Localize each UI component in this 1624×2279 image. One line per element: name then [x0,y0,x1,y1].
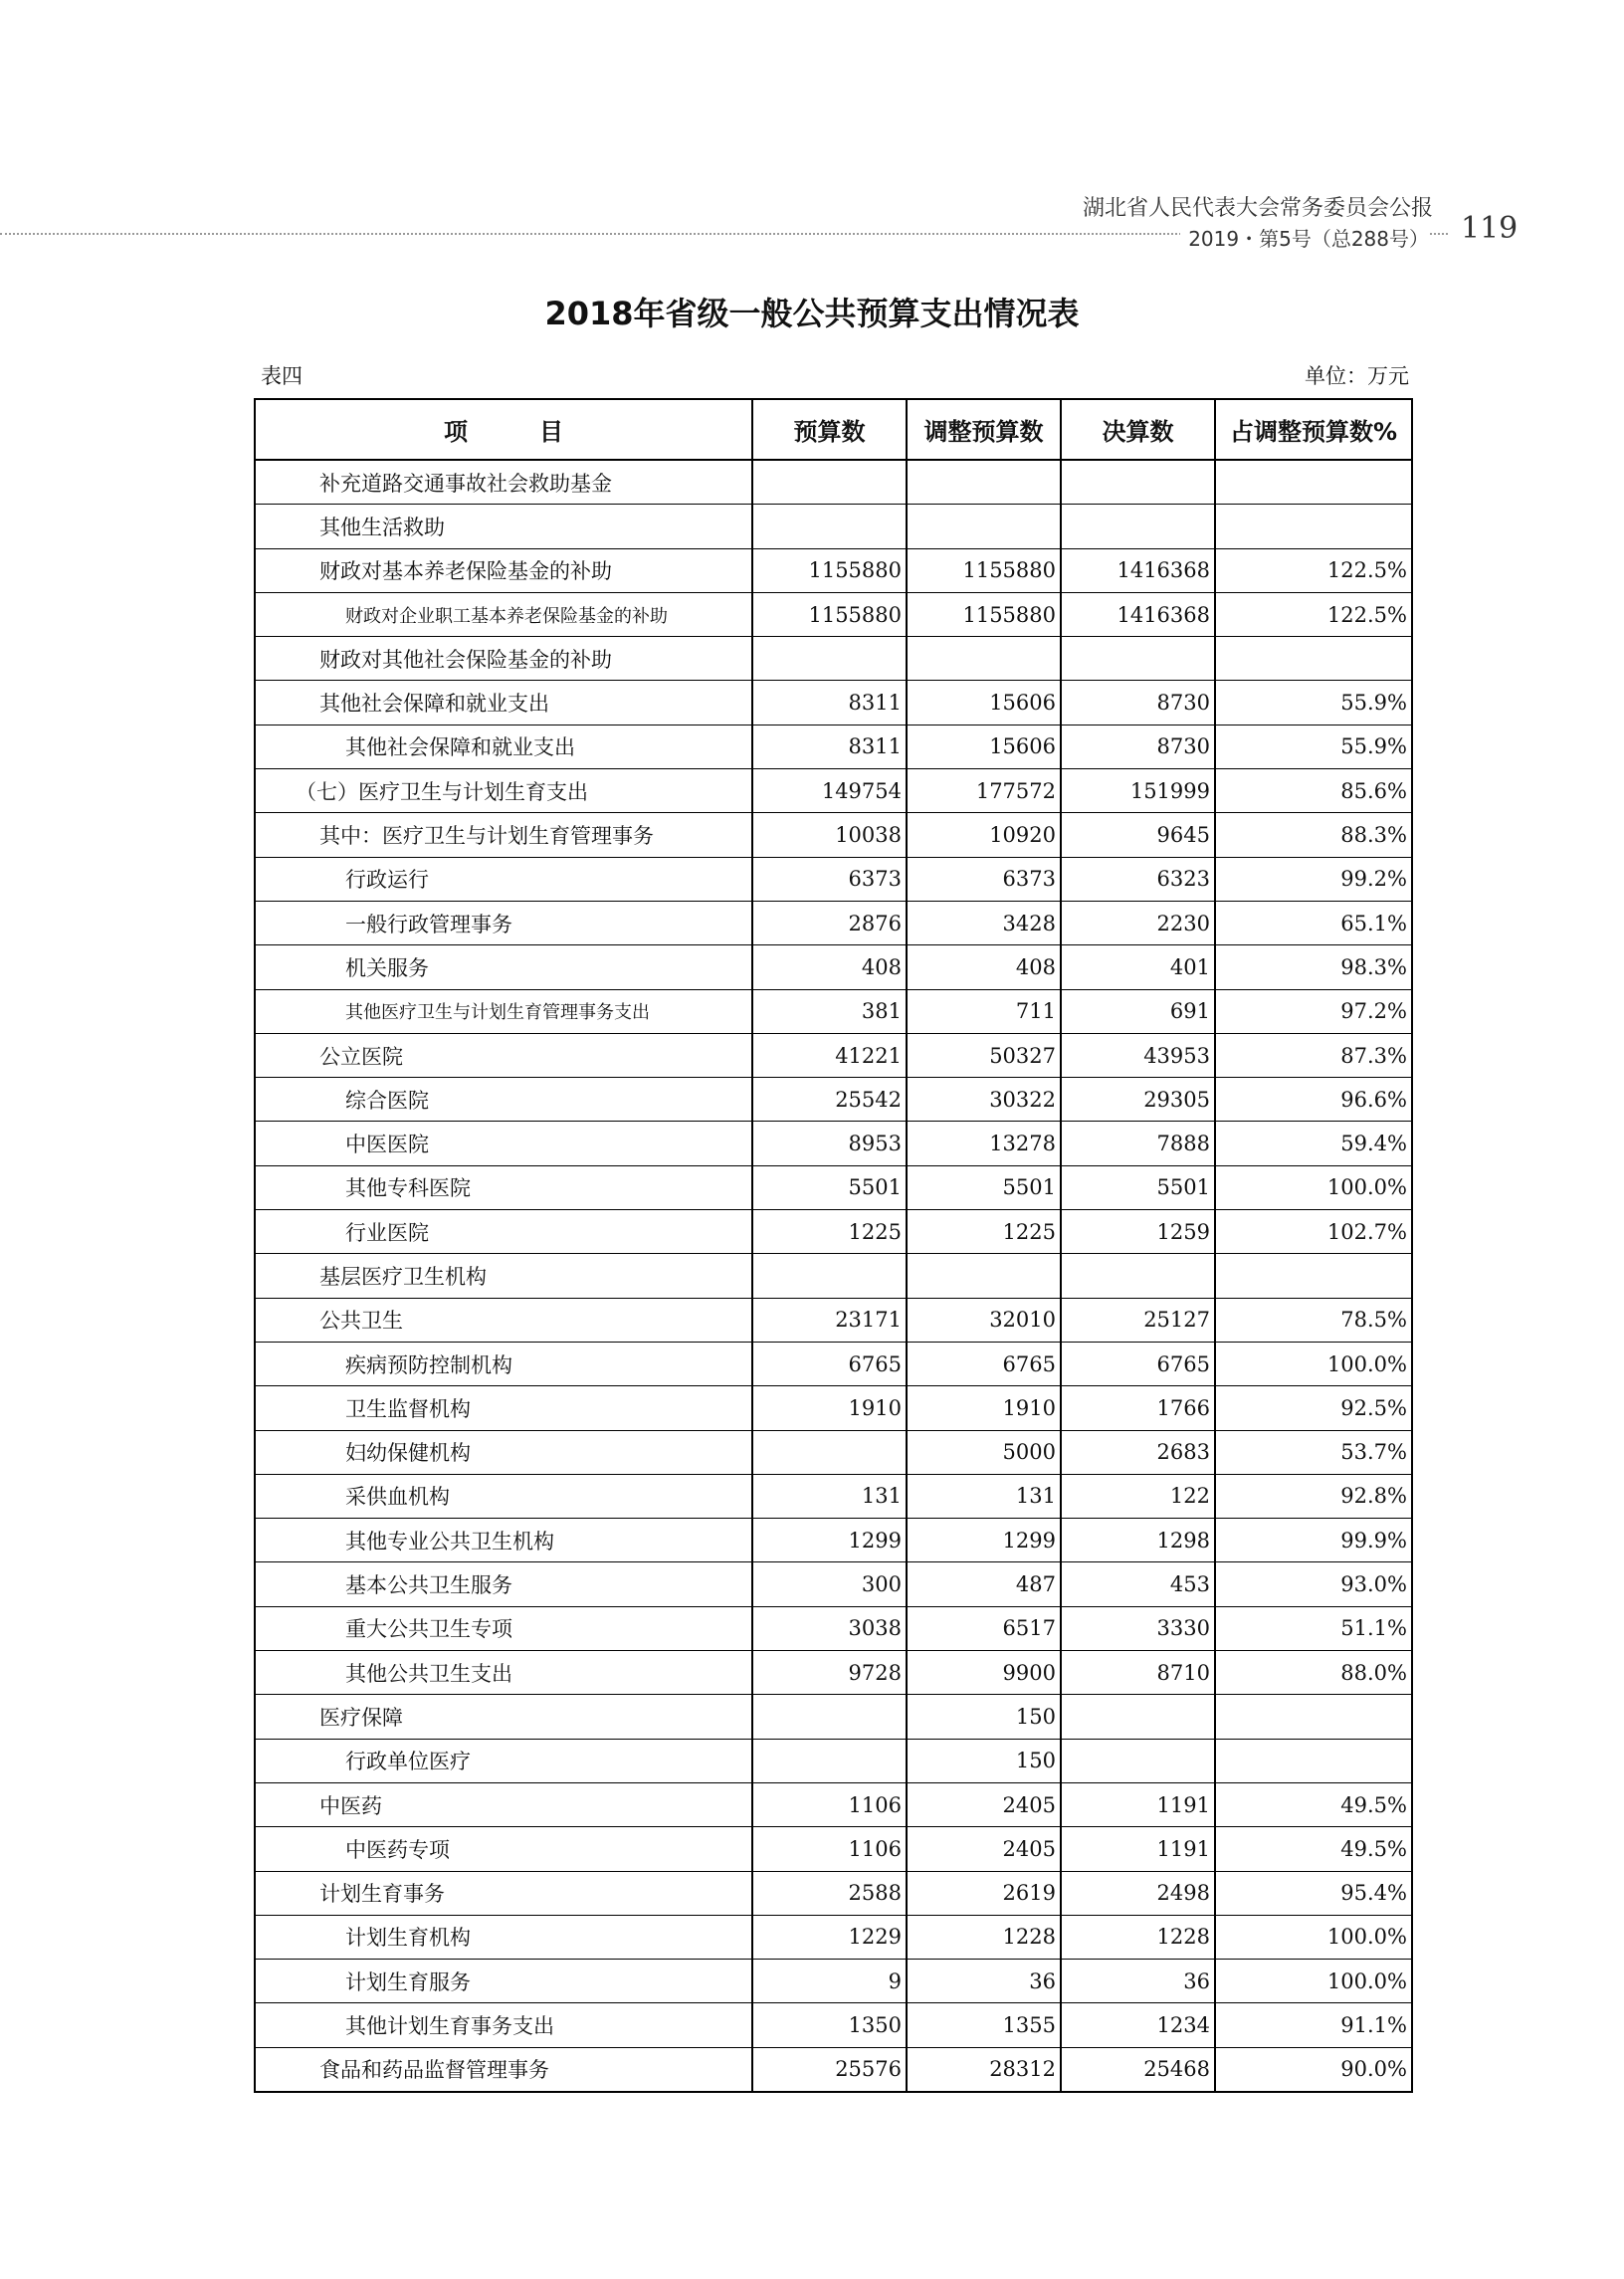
row-percent-value: 96.6% [1215,1078,1412,1122]
table-row [255,1651,1412,1695]
row-budget-value: 1910 [752,1386,907,1430]
row-item-label: 财政对企业职工基本养老保险基金的补助 [255,592,752,636]
table-row [255,1960,1412,2003]
table-row [255,901,1412,944]
row-budget-value: 149754 [752,769,907,813]
column-header-budget: 预算数 [752,399,907,460]
row-item-label: 公共卫生 [255,1298,752,1342]
row-final-value: 6765 [1061,1342,1215,1385]
row-final-value: 122 [1061,1474,1215,1518]
table-row [255,681,1412,725]
row-item-label: 其他社会保障和就业支出 [255,725,752,768]
row-item-label: 财政对基本养老保险基金的补助 [255,548,752,592]
row-adjusted-value: 131 [907,1474,1061,1518]
page-title: 2018年省级一般公共预算支出情况表 [544,295,1080,332]
row-item-label: 一般行政管理事务 [255,901,752,944]
row-budget-value: 25542 [752,1078,907,1122]
row-item-label: 其他专业公共卫生机构 [255,1519,752,1562]
row-item-label: 卫生监督机构 [255,1386,752,1430]
row-percent-value: 78.5% [1215,1298,1412,1342]
row-budget-value: 408 [752,945,907,989]
table-row [255,1915,1412,1959]
row-budget-value [752,637,907,681]
row-final-value: 1191 [1061,1782,1215,1826]
row-percent-value: 85.6% [1215,769,1412,813]
row-budget-value: 1229 [752,1915,907,1959]
row-budget-value: 41221 [752,1033,907,1077]
row-percent-value: 97.2% [1215,989,1412,1033]
row-item-label: 机关服务 [255,945,752,989]
row-adjusted-value: 1155880 [907,592,1061,636]
table-row [255,1033,1412,1077]
row-final-value: 1416368 [1061,592,1215,636]
row-budget-value: 5501 [752,1165,907,1209]
table-row [255,1254,1412,1298]
row-final-value: 6323 [1061,857,1215,901]
row-final-value: 8710 [1061,1651,1215,1695]
row-item-label: 公立医院 [255,1033,752,1077]
column-header-adjusted: 调整预算数 [907,399,1061,460]
table-row [255,1827,1412,1871]
table-row [255,548,1412,592]
row-adjusted-value: 2619 [907,1871,1061,1915]
table-row [255,725,1412,768]
row-final-value: 1228 [1061,1915,1215,1959]
table-row [255,769,1412,813]
row-percent-value: 49.5% [1215,1827,1412,1871]
row-final-value: 1416368 [1061,548,1215,592]
row-item-label: 中医药专项 [255,1827,752,1871]
row-adjusted-value: 9900 [907,1651,1061,1695]
row-item-label: 计划生育服务 [255,1960,752,2003]
row-adjusted-value: 5501 [907,1165,1061,1209]
row-item-label: 食品和药品监督管理事务 [255,2047,752,2092]
table-row [255,1430,1412,1474]
row-budget-value: 2876 [752,901,907,944]
row-percent-value: 59.4% [1215,1122,1412,1165]
row-final-value: 9645 [1061,813,1215,857]
row-percent-value: 100.0% [1215,1342,1412,1385]
row-percent-value [1215,1739,1412,1782]
table-row [255,1606,1412,1650]
row-adjusted-value: 13278 [907,1122,1061,1165]
table-row [255,1562,1412,1606]
row-item-label: 中医药 [255,1782,752,1826]
row-budget-value: 300 [752,1562,907,1606]
row-adjusted-value: 1299 [907,1519,1061,1562]
row-adjusted-value: 15606 [907,681,1061,725]
row-budget-value: 1106 [752,1827,907,1871]
row-percent-value: 51.1% [1215,1606,1412,1650]
row-final-value: 2498 [1061,1871,1215,1915]
row-percent-value: 88.3% [1215,813,1412,857]
row-budget-value: 1155880 [752,548,907,592]
row-item-label: 行业医院 [255,1210,752,1254]
row-budget-value: 1350 [752,2003,907,2047]
row-percent-value: 122.5% [1215,592,1412,636]
row-item-label: 其他社会保障和就业支出 [255,681,752,725]
table-row [255,637,1412,681]
row-percent-value: 99.2% [1215,857,1412,901]
table-row [255,1122,1412,1165]
table-row [255,1210,1412,1254]
row-final-value: 43953 [1061,1033,1215,1077]
row-item-label: 计划生育事务 [255,1871,752,1915]
row-percent-value: 100.0% [1215,1165,1412,1209]
row-final-value: 401 [1061,945,1215,989]
row-item-label: 医疗保障 [255,1695,752,1739]
table-header-row [255,399,1412,460]
row-percent-value [1215,505,1412,548]
row-percent-value: 49.5% [1215,1782,1412,1826]
row-adjusted-value [907,1254,1061,1298]
row-final-value [1061,1254,1215,1298]
row-budget-value: 8311 [752,681,907,725]
row-final-value [1061,505,1215,548]
row-adjusted-value: 15606 [907,725,1061,768]
row-percent-value: 90.0% [1215,2047,1412,2092]
row-item-label: 其他医疗卫生与计划生育管理事务支出 [255,989,752,1033]
row-adjusted-value: 408 [907,945,1061,989]
row-final-value: 25468 [1061,2047,1215,2092]
row-final-value [1061,460,1215,505]
row-item-label: 妇幼保健机构 [255,1430,752,1474]
row-percent-value: 92.8% [1215,1474,1412,1518]
unit-label: 单位：万元 [1305,364,1409,388]
row-item-label: 其他生活救助 [255,505,752,548]
table-row [255,1695,1412,1739]
row-final-value: 8730 [1061,725,1215,768]
table-body [255,460,1412,2092]
row-adjusted-value: 3428 [907,901,1061,944]
row-percent-value: 65.1% [1215,901,1412,944]
row-item-label: 其他公共卫生支出 [255,1651,752,1695]
table-row [255,1165,1412,1209]
row-adjusted-value [907,505,1061,548]
row-final-value: 7888 [1061,1122,1215,1165]
column-header-final: 决算数 [1061,399,1215,460]
row-budget-value: 10038 [752,813,907,857]
table-row [255,1474,1412,1518]
row-percent-value: 55.9% [1215,681,1412,725]
row-adjusted-value: 177572 [907,769,1061,813]
row-budget-value: 9 [752,1960,907,2003]
row-final-value: 151999 [1061,769,1215,813]
row-item-label: 基层医疗卫生机构 [255,1254,752,1298]
table-row [255,2003,1412,2047]
table-row [255,1519,1412,1562]
row-final-value: 1191 [1061,1827,1215,1871]
row-final-value: 1234 [1061,2003,1215,2047]
row-item-label: 重大公共卫生专项 [255,1606,752,1650]
row-final-value [1061,1695,1215,1739]
row-budget-value [752,1739,907,1782]
row-percent-value: 92.5% [1215,1386,1412,1430]
row-adjusted-value: 2405 [907,1782,1061,1826]
row-final-value: 3330 [1061,1606,1215,1650]
row-final-value: 691 [1061,989,1215,1033]
table-row [255,989,1412,1033]
row-final-value: 36 [1061,1960,1215,2003]
row-budget-value [752,460,907,505]
row-item-label: 其他专科医院 [255,1165,752,1209]
row-budget-value: 131 [752,1474,907,1518]
row-percent-value: 102.7% [1215,1210,1412,1254]
row-final-value: 5501 [1061,1165,1215,1209]
row-budget-value: 9728 [752,1651,907,1695]
row-adjusted-value: 50327 [907,1033,1061,1077]
row-item-label: 其中：医疗卫生与计划生育管理事务 [255,813,752,857]
row-percent-value: 53.7% [1215,1430,1412,1474]
page-number: 119 [1461,211,1519,246]
row-adjusted-value: 711 [907,989,1061,1033]
table-row [255,1782,1412,1826]
row-percent-value: 95.4% [1215,1871,1412,1915]
row-percent-value [1215,637,1412,681]
row-percent-value [1215,460,1412,505]
row-budget-value: 1106 [752,1782,907,1826]
table-row [255,2047,1412,2092]
row-adjusted-value [907,460,1061,505]
row-percent-value: 88.0% [1215,1651,1412,1695]
row-item-label: 采供血机构 [255,1474,752,1518]
row-percent-value [1215,1254,1412,1298]
row-adjusted-value: 10920 [907,813,1061,857]
row-budget-value: 6765 [752,1342,907,1385]
row-budget-value: 381 [752,989,907,1033]
row-percent-value: 100.0% [1215,1915,1412,1959]
table-row [255,1342,1412,1385]
row-percent-value: 55.9% [1215,725,1412,768]
column-header-item: 项 目 [255,399,752,460]
row-adjusted-value: 150 [907,1739,1061,1782]
table-row [255,945,1412,989]
row-adjusted-value: 150 [907,1695,1061,1739]
expenditure-table [254,398,1413,2093]
row-item-label: 财政对其他社会保险基金的补助 [255,637,752,681]
row-final-value: 2230 [1061,901,1215,944]
row-percent-value: 99.9% [1215,1519,1412,1562]
row-adjusted-value: 1225 [907,1210,1061,1254]
table-row [255,1386,1412,1430]
row-adjusted-value: 1228 [907,1915,1061,1959]
row-adjusted-value: 1355 [907,2003,1061,2047]
row-final-value: 1766 [1061,1386,1215,1430]
row-percent-value [1215,1695,1412,1739]
row-final-value [1061,637,1215,681]
table-row [255,1078,1412,1122]
row-item-label: 其他计划生育事务支出 [255,2003,752,2047]
row-percent-value: 93.0% [1215,1562,1412,1606]
journal-name: 湖北省人民代表大会常务委员会公报 [1082,196,1433,221]
row-adjusted-value: 28312 [907,2047,1061,2092]
row-percent-value: 100.0% [1215,1960,1412,2003]
row-budget-value: 1299 [752,1519,907,1562]
row-item-label: 计划生育机构 [255,1915,752,1959]
row-budget-value: 3038 [752,1606,907,1650]
row-percent-value: 98.3% [1215,945,1412,989]
row-adjusted-value: 6765 [907,1342,1061,1385]
row-adjusted-value: 30322 [907,1078,1061,1122]
row-adjusted-value: 36 [907,1960,1061,2003]
row-budget-value: 25576 [752,2047,907,2092]
row-budget-value: 1225 [752,1210,907,1254]
row-budget-value: 23171 [752,1298,907,1342]
row-adjusted-value: 6373 [907,857,1061,901]
row-final-value: 29305 [1061,1078,1215,1122]
row-budget-value [752,1430,907,1474]
row-adjusted-value: 2405 [907,1827,1061,1871]
row-item-label: 中医医院 [255,1122,752,1165]
issue-label: 2019・第5号（总288号） [1180,223,1429,252]
row-final-value: 8730 [1061,681,1215,725]
row-item-label: 行政运行 [255,857,752,901]
row-item-label: 基本公共卫生服务 [255,1562,752,1606]
row-item-label: （七）医疗卫生与计划生育支出 [255,769,752,813]
row-adjusted-value [907,637,1061,681]
row-percent-value: 122.5% [1215,548,1412,592]
table-row [255,460,1412,505]
table-row [255,857,1412,901]
row-adjusted-value: 487 [907,1562,1061,1606]
row-final-value: 453 [1061,1562,1215,1606]
row-adjusted-value: 32010 [907,1298,1061,1342]
table-row [255,1298,1412,1342]
row-final-value: 2683 [1061,1430,1215,1474]
row-budget-value: 2588 [752,1871,907,1915]
table-row [255,1871,1412,1915]
row-final-value: 1259 [1061,1210,1215,1254]
row-adjusted-value: 1910 [907,1386,1061,1430]
row-item-label: 综合医院 [255,1078,752,1122]
row-adjusted-value: 5000 [907,1430,1061,1474]
row-adjusted-value: 1155880 [907,548,1061,592]
table-row [255,592,1412,636]
row-item-label: 疾病预防控制机构 [255,1342,752,1385]
row-final-value: 1298 [1061,1519,1215,1562]
column-header-percent: 占调整预算数% [1215,399,1412,460]
table-row [255,813,1412,857]
row-percent-value: 87.3% [1215,1033,1412,1077]
row-budget-value [752,1695,907,1739]
row-budget-value: 8953 [752,1122,907,1165]
row-budget-value: 1155880 [752,592,907,636]
row-budget-value: 8311 [752,725,907,768]
table-number: 表四 [261,364,303,388]
table-row [255,505,1412,548]
table-row [255,1739,1412,1782]
row-budget-value [752,1254,907,1298]
row-final-value [1061,1739,1215,1782]
row-percent-value: 91.1% [1215,2003,1412,2047]
row-adjusted-value: 6517 [907,1606,1061,1650]
row-final-value: 25127 [1061,1298,1215,1342]
row-budget-value: 6373 [752,857,907,901]
row-item-label: 补充道路交通事故社会救助基金 [255,460,752,505]
row-item-label: 行政单位医疗 [255,1739,752,1782]
row-budget-value [752,505,907,548]
